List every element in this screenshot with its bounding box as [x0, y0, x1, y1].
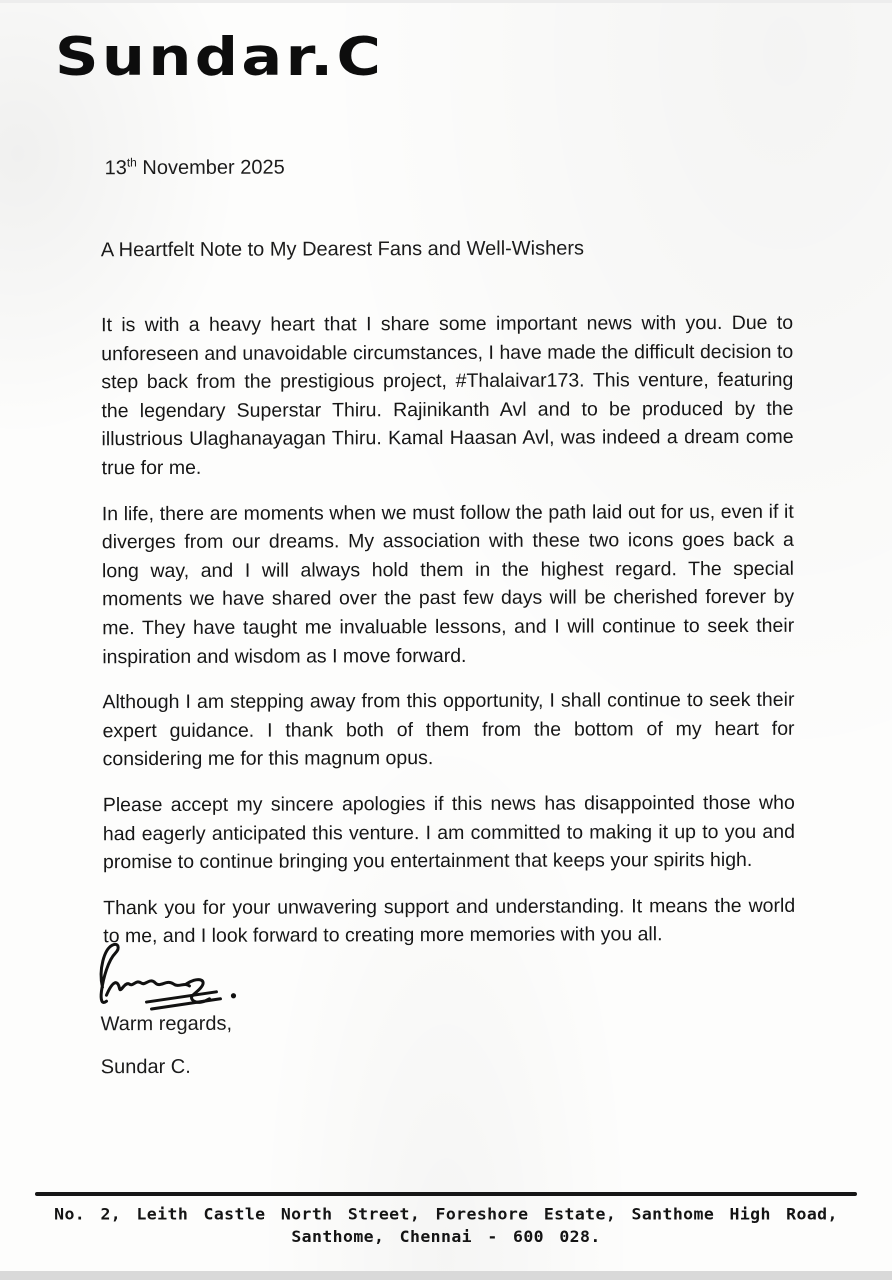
date-day: 13	[104, 157, 127, 180]
scan-artifact-bottom-strip	[0, 1271, 892, 1280]
paragraph-4: Please accept my sincere apologies if this news has disappointed those who had eagerly anticipated this venture. I am committed to making it up to you and promise to continue bringing you entertainment that keeps your spirits high.	[102, 791, 795, 874]
letter-date	[105, 157, 285, 181]
paragraph-3: Although I am stepping away from this opportunity, I shall continue to seek their expert guidance. I thank both of them from the bottom of my heart for considering me for this magnum opus.	[102, 688, 795, 771]
closing-regards: Warm regards,	[100, 1012, 233, 1036]
date-rest: November 2025	[136, 156, 285, 180]
paragraph-2: In life, there are moments when we must follow the path laid out for us, even if it diverges from our dreams. My association with these two icons goes back a long way, and I will always hold them in the highest regard. The special moments we have shared over the past few days will be cherished forever by me. They have taught me invaluable lessons, and I will continue to seek their inspiration and wisdom as I move forward.	[101, 500, 795, 668]
letter-body	[101, 309, 795, 968]
handwritten-signature-icon	[88, 939, 238, 1012]
footer-address-line-2: Santhome, Chennai - 600 028.	[291, 1227, 601, 1246]
closing-signer-name: Sundar C.	[100, 1055, 191, 1079]
footer-address-line-1: No. 2, Leith Castle North Street, Foreshore Estate, Santhome High Road,	[54, 1205, 838, 1224]
date-ordinal: th	[126, 155, 137, 170]
letter-subject: A Heartfelt Note to My Dearest Fans and Well-Wishers	[100, 237, 585, 262]
footer-divider	[35, 1192, 857, 1196]
footer-address	[0, 1203, 892, 1249]
scan-artifact-top-edge	[0, 0, 892, 3]
paragraph-5: Thank you for your unwavering support and understanding. It means the world to me, and I look forward to creating more memories with you all.	[103, 894, 796, 948]
letterhead-brand: Sundar.C	[55, 26, 385, 88]
paragraph-1: It is with a heavy heart that I share some important news with you. Due to unforeseen and unavoidable circumstances, I have made the difficult decision to step back from the prestigious project, #Thalaivar173. This venture, featuring the legendary Superstar Thiru. Rajinikanth Avl and to be produced by the illustrious Ulaghanayagan Thiru. Kamal Haasan Avl, was indeed a dream come true for me.	[101, 311, 794, 480]
